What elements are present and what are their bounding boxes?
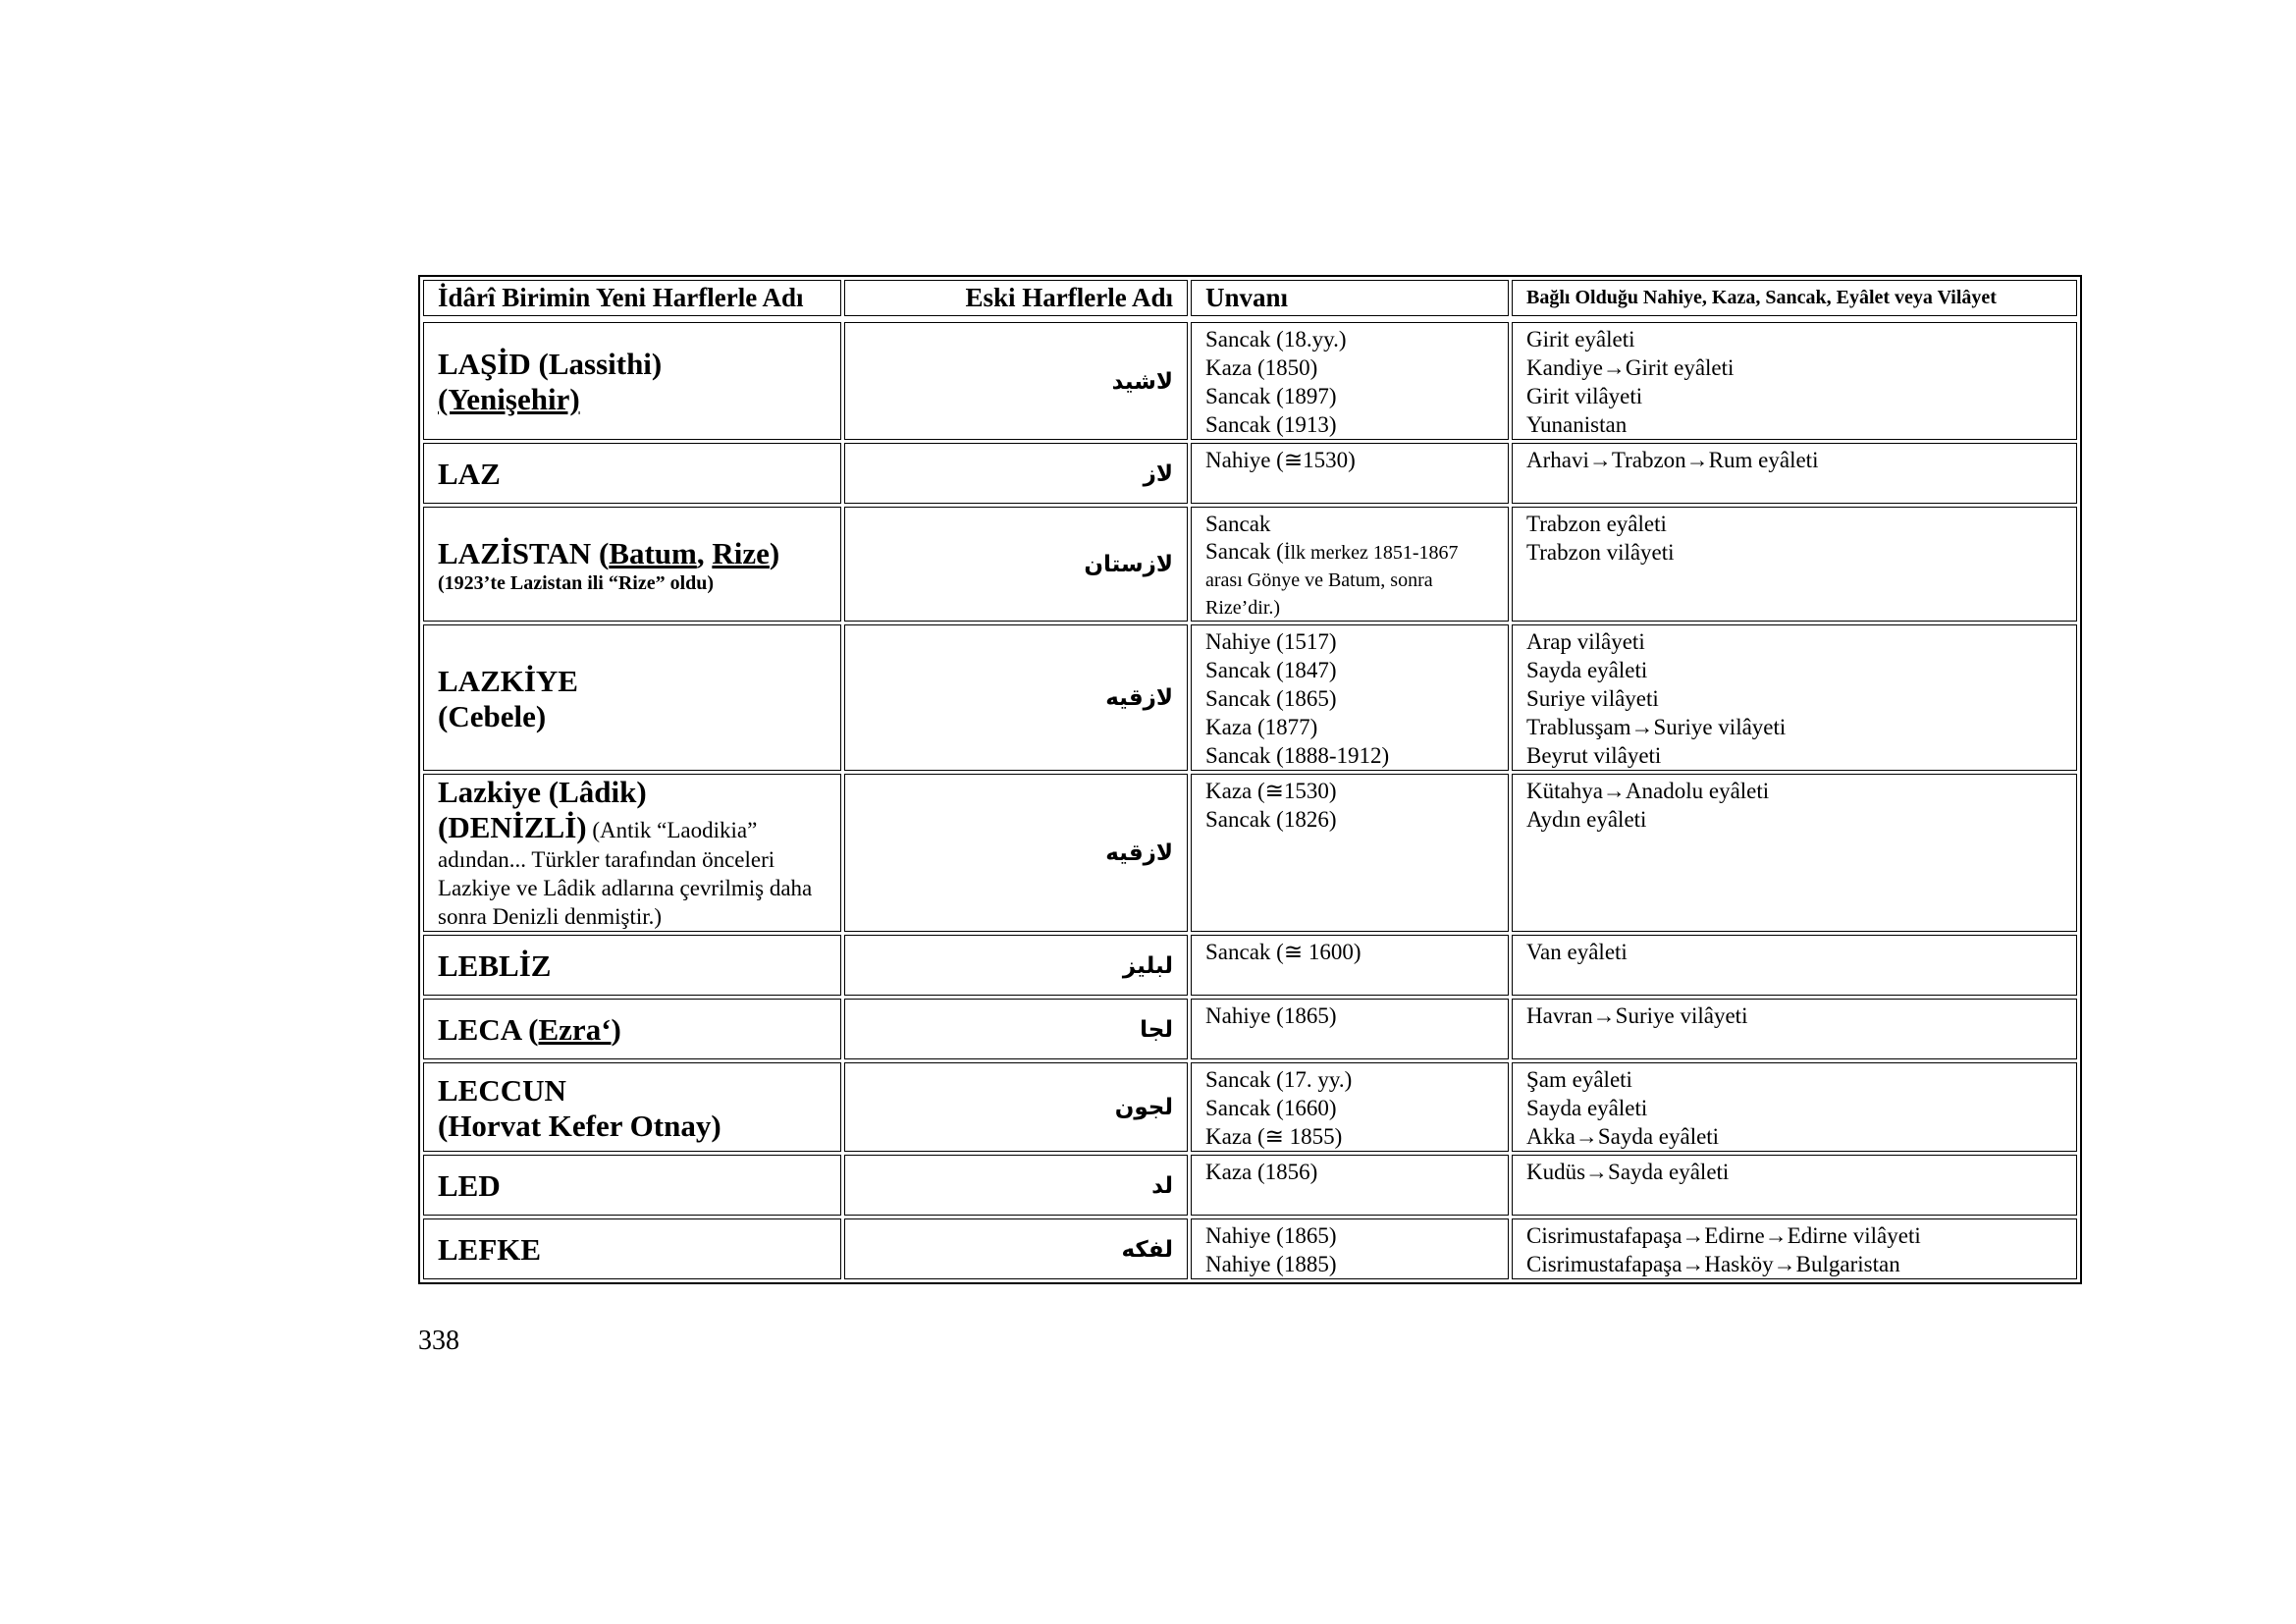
- affiliation-cell: Havran→Suriye vilâyeti: [1512, 999, 2077, 1059]
- old-script-name: لاز: [844, 443, 1188, 504]
- table-row: [423, 443, 2077, 504]
- header-affiliation: Bağlı Olduğu Nahiye, Kaza, Sancak, Eyâlet veya Vilâyet: [1512, 280, 2077, 316]
- new-name-cell: [423, 1155, 841, 1216]
- title-cell: Nahiye (≅1530): [1191, 443, 1509, 504]
- new-name-cell: [423, 935, 841, 996]
- entry-name: LAŞİD (Lassithi): [438, 347, 663, 381]
- table-row: [423, 999, 2077, 1059]
- table-row: [423, 624, 2077, 771]
- old-script-name: لازقيه: [844, 624, 1188, 771]
- table-row: [423, 935, 2077, 996]
- entry-name: LEBLİZ: [438, 948, 552, 983]
- affiliation-cell: Arap vilâyeti Sayda eyâleti Suriye vilâyeti Trablusşam→Suriye vilâyeti Beyrut vilâyeti: [1512, 624, 2077, 771]
- new-name-cell: [423, 322, 841, 440]
- old-script-name: لجا: [844, 999, 1188, 1059]
- old-script-name: لبليز: [844, 935, 1188, 996]
- table-row: [423, 1062, 2077, 1152]
- entry-name: Lazkiye (Lâdik): [438, 775, 647, 809]
- old-script-name: لازستان: [844, 507, 1188, 622]
- title-cell: Nahiye (1865) Nahiye (1885): [1191, 1218, 1509, 1279]
- entry-name: LAZİSTAN (Batum, Rize): [438, 535, 780, 570]
- gazetteer-table: [418, 275, 2082, 1284]
- title-cell: Nahiye (1865): [1191, 999, 1509, 1059]
- title-cell: Sancak (17. yy.) Sancak (1660) Kaza (≅ 1855): [1191, 1062, 1509, 1152]
- new-name-cell: [423, 774, 841, 932]
- new-name-cell: [423, 1218, 841, 1279]
- entry-alt-name: (DENİZLİ): [438, 810, 587, 844]
- title-cell: Kaza (1856): [1191, 1155, 1509, 1216]
- affiliation-cell: Şam eyâleti Sayda eyâleti Akka→Sayda eyâleti: [1512, 1062, 2077, 1152]
- table-row: [423, 322, 2077, 440]
- old-script-name: لجون: [844, 1062, 1188, 1152]
- old-script-name: لاشيد: [844, 322, 1188, 440]
- table-row: [423, 1155, 2077, 1216]
- new-name-cell: [423, 443, 841, 504]
- entry-description: (Antik “Laodikia” adından... Türkler tarafından önceleri Lazkiye ve Lâdik adlarına çevrilmiş daha sonra Denizli denmiştir.): [438, 818, 813, 929]
- title-cell: Sancak (≅ 1600): [1191, 935, 1509, 996]
- title-note: İlk merkez 1851-1867 arası Gönye ve Batum, sonra Rize’dir.): [1205, 542, 1459, 619]
- entry-name: LED: [438, 1168, 501, 1203]
- new-name-cell: [423, 624, 841, 771]
- page-number: 338: [418, 1326, 459, 1356]
- table-row: [423, 774, 2077, 932]
- table-row: [423, 507, 2077, 622]
- new-name-cell: [423, 999, 841, 1059]
- entry-name: LECA (Ezra‘): [438, 1012, 621, 1047]
- affiliation-cell: Van eyâleti: [1512, 935, 2077, 996]
- affiliation-cell: Girit eyâleti Kandiye→Girit eyâleti Girit vilâyeti Yunanistan: [1512, 322, 2077, 440]
- new-name-cell: [423, 1062, 841, 1152]
- affiliation-cell: Trabzon eyâleti Trabzon vilâyeti: [1512, 507, 2077, 622]
- table-header-row: [423, 280, 2077, 316]
- entry-alt-name: (Yenişehir): [438, 382, 580, 416]
- old-script-name: لد: [844, 1155, 1188, 1216]
- title-cell: Nahiye (1517) Sancak (1847) Sancak (1865) Kaza (1877) Sancak (1888-1912): [1191, 624, 1509, 771]
- affiliation-cell: Kudüs→Sayda eyâleti: [1512, 1155, 2077, 1216]
- entry-note: (1923’te Lazistan ili “Rize” oldu): [438, 571, 715, 594]
- affiliation-cell: Kütahya→Anadolu eyâleti Aydın eyâleti: [1512, 774, 2077, 932]
- entry-alt-name: (Horvat Kefer Otnay): [438, 1108, 721, 1143]
- old-script-name: لفكه: [844, 1218, 1188, 1279]
- entry-name: LEFKE: [438, 1232, 542, 1267]
- affiliation-cell: Cisrimustafapaşa→Edirne→Edirne vilâyeti Cisrimustafapaşa→Hasköy→Bulgaristan: [1512, 1218, 2077, 1279]
- old-script-name: لازقيه: [844, 774, 1188, 932]
- header-old-name: Eski Harflerle Adı: [844, 280, 1188, 316]
- entry-name: LECCUN: [438, 1072, 566, 1108]
- entry-alt-name: (Cebele): [438, 698, 547, 733]
- entry-name: LAZ: [438, 457, 501, 491]
- table-row: [423, 1218, 2077, 1279]
- new-name-cell: [423, 507, 841, 622]
- entry-name: LAZKİYE: [438, 663, 578, 698]
- affiliation-cell: Arhavi→Trabzon→Rum eyâleti: [1512, 443, 2077, 504]
- title-cell: Sancak (18.yy.) Kaza (1850) Sancak (1897) Sancak (1913): [1191, 322, 1509, 440]
- title-cell: Kaza (≅1530) Sancak (1826): [1191, 774, 1509, 932]
- title-cell: Sancak Sancak (İlk merkez 1851-1867 arası Gönye ve Batum, sonra Rize’dir.): [1191, 507, 1509, 622]
- header-new-name: İdârî Birimin Yeni Harflerle Adı: [423, 280, 841, 316]
- header-title: Unvanı: [1191, 280, 1509, 316]
